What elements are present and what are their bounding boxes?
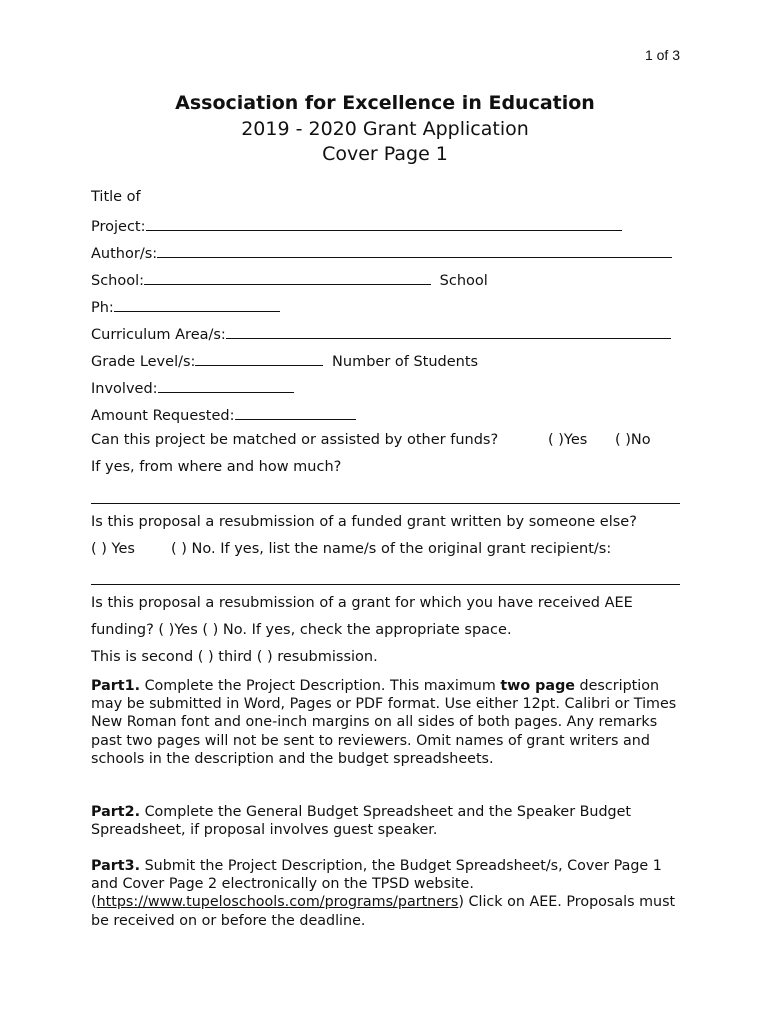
matched-question: Can this project be matched or assisted by other funds? — [91, 432, 499, 448]
phone-blank[interactable] — [114, 297, 280, 312]
grade-level-label: Grade Level/s: — [91, 354, 196, 370]
part1-text-b: description may be submitted in Word, Pages or PDF format. Use either 12pt. Calibri or Times New Roman font and one-inch margins on all sides of both pages. Any remarks past two pages will not be sent to reviewers. Omit names of grant writers and schools in the description and the budget spreadsheets. — [91, 678, 677, 767]
part3-text-a: Submit the Project Description, the Budget Spreadsheet/s, Cover Page 1 and Cover Page 2 electronically on the TPSD website. ( — [91, 858, 662, 911]
title-of-label: Title of — [91, 189, 141, 205]
organization-title: Association for Excellence in Education — [175, 92, 595, 114]
grade-level-blank[interactable] — [195, 351, 323, 366]
part3-label: Part3. — [91, 858, 141, 874]
phone-label: Ph: — [91, 300, 114, 316]
project-blank[interactable] — [146, 216, 622, 231]
partners-link[interactable]: https://www.tupeloschools.com/programs/partners — [96, 894, 459, 911]
involved-blank[interactable] — [158, 378, 294, 393]
part3-text-b: ) Click on AEE. Proposals must be received on or before the deadline. — [91, 894, 676, 929]
resubmission-else-yes-option[interactable]: ( ) Yes — [91, 541, 135, 557]
authors-label: Author/s: — [91, 246, 158, 262]
part2-text: Complete the General Budget Spreadsheet and the Speaker Budget Spreadsheet, if proposal involves guest speaker. — [91, 804, 632, 839]
curriculum-blank[interactable] — [226, 324, 671, 339]
school-blank[interactable] — [144, 270, 431, 285]
resubmission-aee-funding-options[interactable]: funding? ( )Yes ( ) No. If yes, check the appropriate space. — [91, 622, 512, 638]
matched-no-option[interactable]: ( )No — [615, 432, 651, 448]
resubmission-else-question: Is this proposal a resubmission of a funded grant written by someone else? — [91, 514, 637, 530]
amount-label: Amount Requested: — [91, 408, 235, 424]
page-number: 1 of 3 — [644, 47, 680, 63]
part2-paragraph — [91, 803, 691, 839]
part3-paragraph — [91, 857, 691, 930]
project-field — [91, 216, 622, 235]
grade-level-field — [91, 351, 478, 370]
cover-page-title: Cover Page 1 — [322, 143, 448, 165]
if-yes-where-label: If yes, from where and how much? — [91, 459, 342, 475]
school-phone-label-prefix: School — [439, 273, 488, 289]
part2-label: Part2. — [91, 804, 141, 820]
part1-paragraph — [91, 677, 691, 768]
resubmission-aee-question: Is this proposal a resubmission of a grant for which you have received AEE — [91, 595, 633, 611]
part1-label: Part1. — [91, 678, 141, 694]
school-label: School: — [91, 273, 145, 289]
application-title: 2019 - 2020 Grant Application — [241, 118, 529, 140]
authors-blank[interactable] — [157, 243, 672, 258]
curriculum-label: Curriculum Area/s: — [91, 327, 226, 343]
curriculum-field — [91, 324, 671, 343]
resubmission-else-no-option[interactable]: ( ) No. If yes, list the name/s of the original grant recipient/s: — [171, 541, 612, 557]
resubmission-count-options[interactable]: This is second ( ) third ( ) resubmission. — [91, 649, 378, 665]
part1-bold-text: two page — [500, 678, 575, 694]
number-students-label: Number of Students — [332, 354, 479, 370]
involved-field — [91, 378, 294, 397]
school-field — [91, 270, 488, 289]
amount-blank[interactable] — [235, 405, 356, 420]
phone-field — [91, 297, 280, 316]
project-label: Project: — [91, 219, 146, 235]
authors-field — [91, 243, 672, 262]
recipient-answer-line[interactable] — [91, 584, 680, 585]
matched-yes-option[interactable]: ( )Yes — [548, 432, 588, 448]
involved-label: Involved: — [91, 381, 158, 397]
part1-text-a: Complete the Project Description. This maximum — [144, 678, 496, 694]
amount-field — [91, 405, 356, 424]
funds-answer-line[interactable] — [91, 503, 680, 504]
